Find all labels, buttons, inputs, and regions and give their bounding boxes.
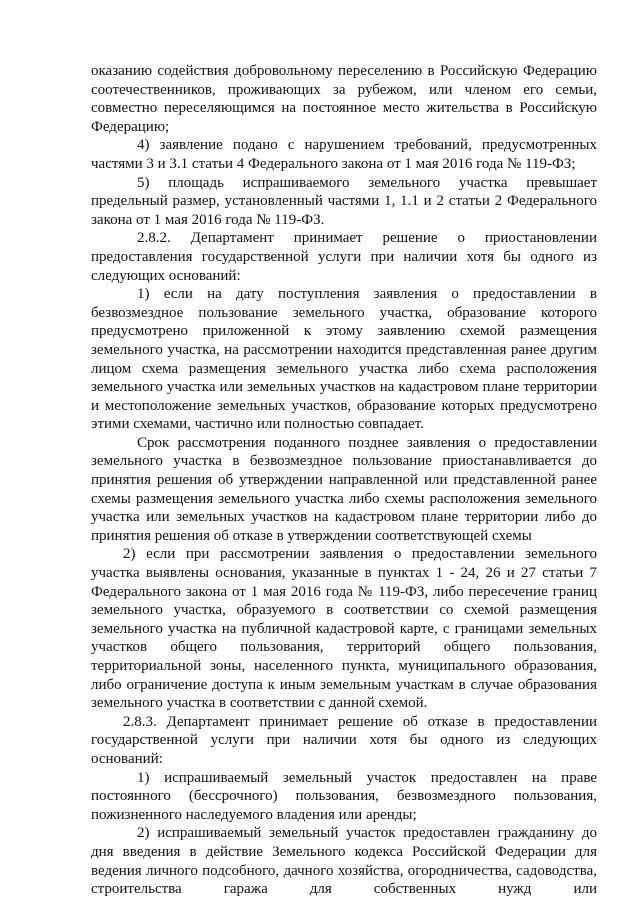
paragraph-continuation: оказанию содействия добровольному переселению в Российскую Федерацию соотечественников, проживающих за рубежом, или членом его семьи, совместно переселяющимся на постоянное место жительства в Российскую Федерацию; <box>91 63 597 135</box>
paragraph-2-8-2-item-2: 2) если при рассмотрении заявления о предоставлении земельного участка выявлены основания, указанные в пунктах 1 - 24, 26 и 27 статьи 7 Федерального закона от 1 мая 2016 года № 119-ФЗ, либо пересечение границ земельного участка, образуемого в соответствии со схемой размещения земельного участка на публичной кадастровой карте, с границами земельных участков общего пользования, территорий общего пользования, территориальной зоны, населенного пункта, муниципального образования, либо ограничение доступа к иным земельным участкам в случае образования земельного участка в соответствии с данной схемой. <box>91 546 597 712</box>
paragraph-2-8-2-item-1: 1) если на дату поступления заявления о предоставлении в безвозмездное пользование земельного участка, образование которого предусмотрено приложенной к этому заявлению схемой размещения земельного участка, на рассмотрении находится представленная ранее другим лицом схема размещения земельного участка либо схема расположения земельного участка или земельных участков на кадастровом плане территории и местоположение земельных участков, образование которых предусмотрено этими схемами, частично или полностью совпадает. <box>91 286 597 433</box>
paragraph-2-8-2: 2.8.2. Департамент принимает решение о приостановлении предоставления государственной услуги при наличии хотя бы одного из следующих оснований: <box>91 230 597 284</box>
document-page <box>91 62 597 899</box>
paragraph-2-8-3-item-1: 1) испрашиваемый земельный участок предоставлен на праве постоянного (бессрочного) пользования, безвозмездного пользования, пожизненного наследуемого владения или аренды; <box>91 769 597 823</box>
paragraph-2-8-3-item-2: 2) испрашиваемый земельный участок предоставлен гражданину до дня введения в действие Земельного кодекса Российской Федерации для ведения личного подсобного, дачного хозяйства, огородничества, садоводства, строительства гаража для собственных нужд или <box>91 825 597 898</box>
paragraph-2-8-3: 2.8.3. Департамент принимает решение об отказе в предоставлении государственной услуги при наличии хотя бы одного из следующих оснований: <box>91 713 597 767</box>
paragraph-item-4: 4) заявление подано с нарушением требований, предусмотренных частями 3 и 3.1 статьи 4 Федерального закона от 1 мая 2016 года № 119-ФЗ; <box>91 137 597 172</box>
paragraph-review-period: Срок рассмотрения поданного позднее заявления о предоставлении земельного участка в безвозмездное пользование приостанавливается до принятия решения об утверждении направленной или представленной ранее схемы размещения земельного участка либо схемы расположения земельного участка или земельных участков на кадастровом плане территории либо до принятия решения об отказе в утверждении соответствующей схемы <box>91 434 597 544</box>
paragraph-item-5: 5) площадь испрашиваемого земельного участка превышает предельный размер, установленный частями 1, 1.1 и 2 статьи 2 Федерального закона от 1 мая 2016 года № 119-ФЗ. <box>91 174 597 228</box>
